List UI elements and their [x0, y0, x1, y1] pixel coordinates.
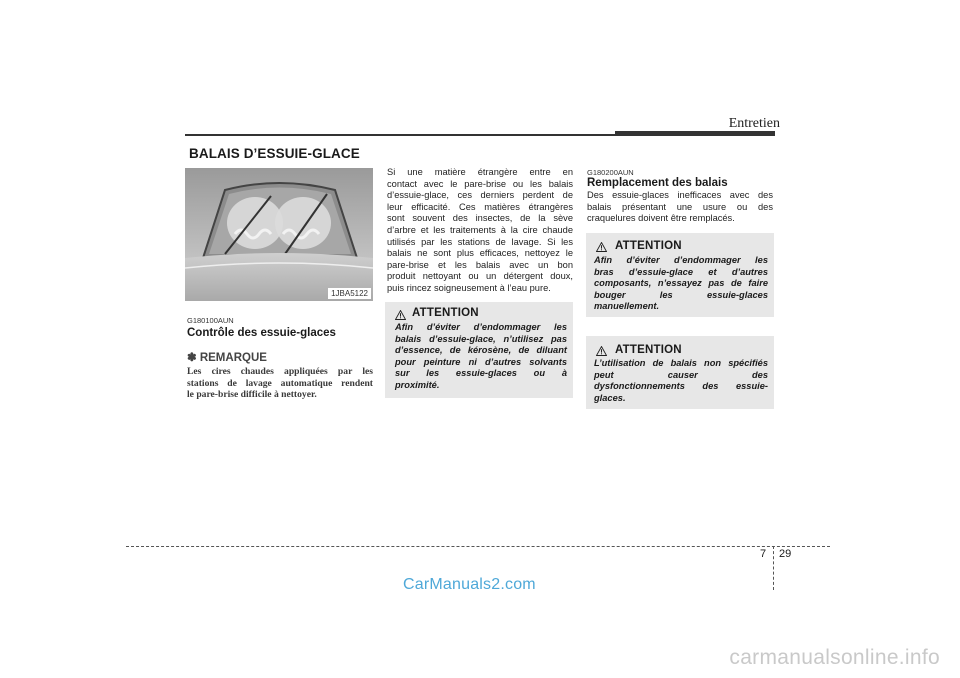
figure-label: 1JBA5122	[328, 288, 371, 299]
brand-watermark: carmanualsonline.info	[729, 646, 940, 669]
attention-text	[594, 255, 768, 313]
text-line: proximité.	[395, 379, 440, 390]
text-line: balais d’essuie-glace, n’utilisez pas	[395, 333, 567, 344]
remark-line: Les cires chaudes appliquées par les	[187, 366, 373, 377]
chapter-title: Entretien	[728, 116, 780, 131]
text-line: composants, n’essayez pas de faire	[594, 278, 768, 288]
footer-rule	[126, 546, 830, 547]
text-line: sont souvent des insectes, de la sève	[387, 213, 573, 224]
watermark-link[interactable]: CarManuals2.com	[403, 576, 536, 593]
remark-line: le pare-brise difficile à nettoyer.	[187, 389, 317, 400]
text-line: d’arbre et les traitements à la cire chaude	[387, 224, 573, 235]
footer-divider	[773, 546, 774, 590]
header-rule-accent	[615, 131, 775, 136]
text-line: glaces.	[594, 392, 626, 403]
text-line: bras d’essuie-glace et d’autres	[594, 266, 768, 277]
windshield-wiper-figure	[185, 168, 373, 301]
text-line: puis rincez soigneusement à l’eau pure.	[387, 282, 551, 293]
section-code: G180200AUN	[587, 168, 634, 177]
text-line: Des essuie-glaces inefficaces avec des	[587, 190, 773, 200]
section-code: G180100AUN	[187, 316, 234, 325]
attention-box-solvents	[385, 302, 573, 398]
text-line: pare-brise et les balais avec un bon	[387, 259, 573, 270]
text-line: manuellement.	[594, 301, 660, 311]
text-line: balais ne sont plus efficaces, nettoyez le	[387, 248, 573, 259]
header-rule	[185, 134, 615, 136]
page-number: 29	[779, 548, 792, 560]
text-line: peut causer des	[594, 369, 768, 380]
text-line: d’essuie-glace, ces derniers perdent de	[387, 190, 573, 201]
attention-title: ATTENTION	[615, 344, 682, 356]
text-line: L’utilisation de balais non spécifiés	[594, 358, 768, 368]
remark-line: stations de lavage automatique rendent	[187, 377, 373, 389]
attention-text	[395, 322, 567, 391]
attention-box-manual-move	[586, 233, 774, 317]
text-line: dysfonctionnements des essuie-	[594, 381, 768, 391]
attention-title: ATTENTION	[615, 240, 682, 252]
text-line: utilisés par les stations de lavage. Si les	[387, 236, 573, 247]
attention-box-unspecified-blades	[586, 336, 774, 409]
wiper-cleaning-paragraph	[387, 167, 573, 295]
remark-title: ✽ REMARQUE	[187, 352, 267, 364]
text-line: craquelures doivent être remplacés.	[587, 213, 735, 224]
text-line: bouger les essuie-glaces	[594, 289, 768, 300]
windshield-illustration	[185, 168, 373, 301]
text-line: produit nettoyant ou un détergent doux,	[387, 271, 573, 282]
text-line: balais présentant une usure ou des	[587, 201, 773, 212]
text-line: d’essence, de kérosène, de diluant	[395, 345, 567, 355]
chapter-number: 7	[760, 548, 767, 560]
replace-blades-paragraph	[587, 190, 773, 225]
attention-title: ATTENTION	[412, 307, 479, 319]
text-line: Afin d’éviter d’endommager les	[395, 322, 567, 332]
text-line: Si une matière étrangère entre en	[387, 167, 573, 177]
text-line: Afin d’éviter d’endommager les	[594, 255, 768, 265]
text-line: leur efficacité. Ces matières étrangères	[387, 201, 573, 212]
text-line: pour peinture ni d’autres solvants	[395, 356, 567, 367]
attention-text	[594, 358, 768, 404]
section-title: BALAIS D’ESSUIE-GLACE	[189, 146, 360, 161]
subheading-check-wipers: Contrôle des essuie-glaces	[187, 327, 336, 339]
subheading-replace-blades: Remplacement des balais	[587, 177, 728, 189]
remark-text	[187, 366, 373, 401]
text-line: contact avec le pare-brise ou les balais	[387, 178, 573, 189]
text-line: sur les essuie-glaces ou à	[395, 368, 567, 378]
